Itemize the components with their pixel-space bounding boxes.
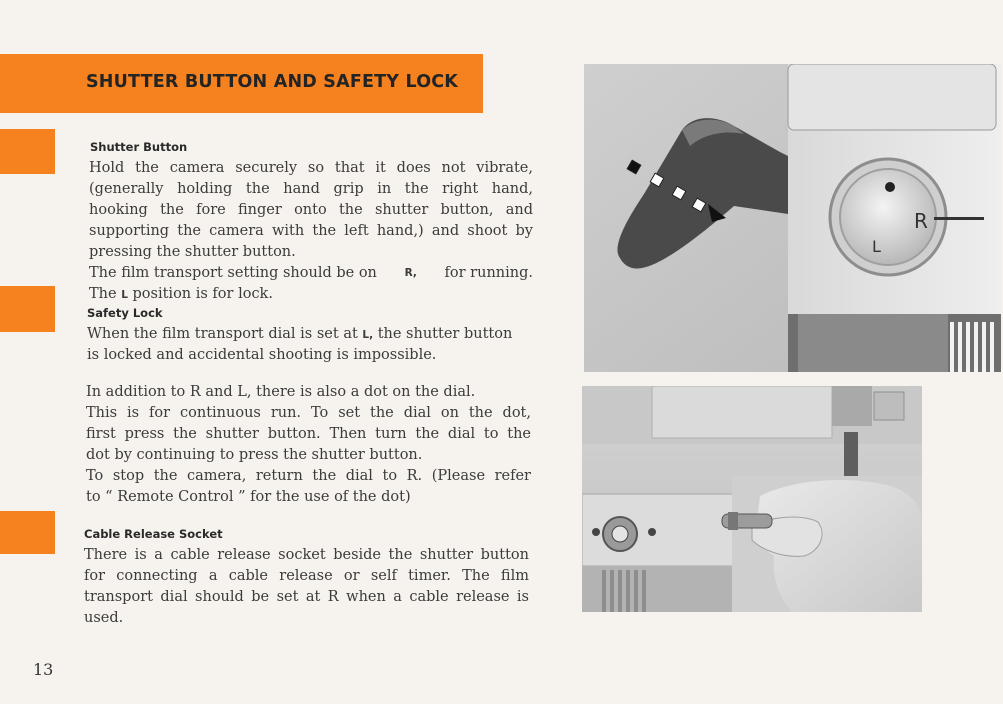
page-title: SHUTTER BUTTON AND SAFETY LOCK	[86, 72, 459, 92]
safety-text: When the film transport dial is set at	[87, 326, 358, 342]
continuous-line: to “ Remote Control ” for the use of the dot)	[86, 489, 411, 505]
heading-safety-lock: Safety Lock	[87, 306, 163, 320]
cable-line: for connecting a cable release or self timer. The film	[84, 568, 529, 584]
cable-line: There is a cable release socket beside the shutter button	[84, 547, 529, 563]
safety-line	[87, 324, 512, 345]
continuous-line: first press the shutter button. Then turn the dial to the	[86, 426, 531, 442]
section-marker-cable	[0, 511, 55, 554]
cable-line: transport dial should be set at R when a cable release is	[84, 589, 529, 605]
safety-text-end: the shutter button	[377, 326, 513, 342]
lock-key-l: L	[121, 289, 128, 301]
continuous-line: dot by continuing to press the shutter button.	[86, 447, 423, 463]
cable-line: used.	[84, 610, 124, 626]
safety-line: is locked and accidental shooting is impossible.	[87, 347, 437, 363]
shutter-line: hooking the fore finger onto the shutter button, and	[89, 202, 533, 218]
lock-text: The	[89, 286, 117, 302]
page-number: 13	[33, 660, 54, 679]
shutter-line: supporting the camera with the left hand,) and shoot by	[89, 223, 533, 239]
photo-shutter-dial	[584, 64, 1001, 372]
heading-cable-release: Cable Release Socket	[84, 527, 223, 541]
continuous-line: This is for continuous run. To set the dial on the dot,	[86, 405, 531, 421]
lock-position-line	[89, 284, 273, 305]
heading-shutter-button: Shutter Button	[90, 140, 188, 154]
shutter-line: pressing the shutter button.	[89, 244, 296, 260]
photo-cable-release	[582, 386, 922, 612]
continuous-line: To stop the camera, return the dial to R. (Please refer	[86, 468, 531, 484]
continuous-line: In addition to R and L, there is also a dot on the dial.	[86, 384, 476, 400]
shutter-line: Hold the camera securely so that it does not vibrate,	[89, 160, 533, 176]
shutter-line: (generally holding the hand grip in the right hand,	[89, 181, 533, 197]
dial-label-l: L	[872, 237, 881, 256]
transport-key-r: R,	[404, 267, 417, 279]
transport-text-end: for running.	[444, 265, 533, 281]
dial-label-r: R	[914, 209, 928, 233]
safety-key-l: L,	[362, 329, 374, 341]
lock-text-end: position is for lock.	[132, 286, 273, 302]
section-marker-safety	[0, 286, 55, 332]
transport-setting-line	[89, 263, 533, 283]
transport-text: The film transport setting should be on	[89, 265, 377, 281]
section-marker-shutter	[0, 129, 55, 174]
